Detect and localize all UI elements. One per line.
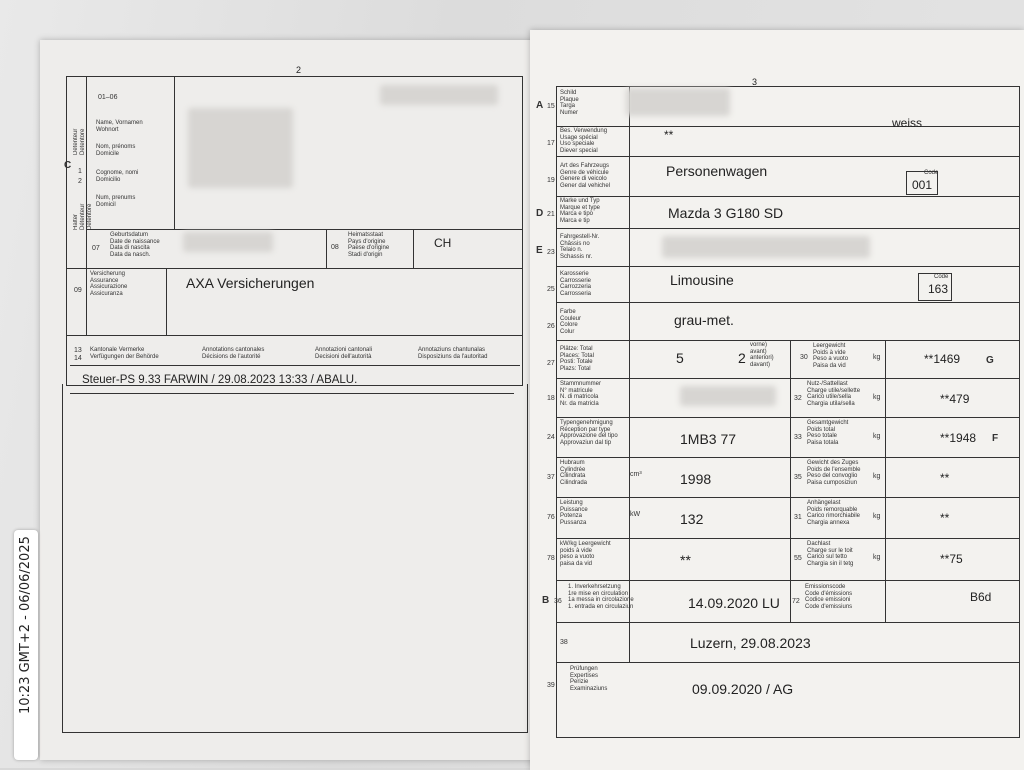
pair-code-right: 31 xyxy=(794,514,802,521)
notes-label-de: Kantonale Vermerke Verfügungen der Behörde xyxy=(90,347,159,360)
seats-total: 5 xyxy=(676,350,684,366)
plate-labels: Schild Plaque Targa Numer xyxy=(560,90,579,116)
steuer-line: Steuer-PS 9.33 FARWIN / 29.08.2023 13:33 / ABALU. xyxy=(82,374,358,386)
empty-weight-labels: Leergewicht Poids à vide Peso a vuoto Paisa da vid xyxy=(813,343,849,369)
pair-labels-left: Hubraum Cylindrée Cilindrata Cilindrada xyxy=(560,460,588,486)
seats-front-labels: vorne) avant) anteriori) davant) xyxy=(750,342,774,368)
origin-value: CH xyxy=(434,236,452,250)
pair-unit-right: kg xyxy=(873,473,881,480)
notes-label-it: Annotazioni cantonali Decisioni dell'autorità xyxy=(315,347,373,360)
pair-code-right: 32 xyxy=(794,395,802,402)
insurance-value: AXA Versicherungen xyxy=(186,275,315,291)
body-labels: Karosserie Carrosserie Carrozzeria Carrosseria xyxy=(560,271,592,297)
vehicle-kind-value: Personenwagen xyxy=(666,163,768,179)
vehicle-kind-labels: Art des Fahrzeugs Genre de véhicule Genere di veicolo Gener dal vehichel xyxy=(560,163,611,189)
insurance-labels: Versicherung Assurance Assicurazione Assicuranza xyxy=(90,271,128,297)
place-date-value: Luzern, 29.08.2023 xyxy=(690,635,811,651)
page-number: 3 xyxy=(752,77,758,87)
pair-value-left: 1998 xyxy=(680,471,712,487)
left-page xyxy=(40,40,545,760)
name-labels-fr: Nom, prénoms Domicile xyxy=(96,144,136,157)
notes-label-rm: Annotaziuns chantunalas Disposiziuns da l'autoritad xyxy=(418,347,488,360)
pair-unit-right: kg xyxy=(873,433,881,440)
pair-value-left: 132 xyxy=(680,511,704,527)
code-2: 2 xyxy=(78,178,82,185)
code-label: Code xyxy=(924,170,939,176)
right-page xyxy=(530,30,1024,770)
timestamp-overlay xyxy=(14,530,38,760)
holder-vertical-label: Halter Détenteur Detentore xyxy=(73,203,93,230)
code-14: 14 xyxy=(74,355,82,362)
code-27: 27 xyxy=(547,360,555,367)
exam-labels: Prüfungen Expertises Perizie Examinaziuns xyxy=(570,666,608,692)
body-value: Limousine xyxy=(670,272,734,288)
pair-labels-right: Gewicht des Zuges Poids de l'ensemble Peso del convoglio Paisa cumposiziun xyxy=(807,460,861,486)
redacted-name xyxy=(188,108,293,188)
holder-vertical-label-2: Détenteur Detentore xyxy=(73,128,86,155)
notes-label-fr: Annotations cantonales Décisions de l'autorité xyxy=(202,347,265,360)
code-26: 26 xyxy=(547,323,555,330)
section-letter-c: C xyxy=(64,160,72,171)
pair-code-right: 55 xyxy=(794,555,802,562)
redacted-birthdate xyxy=(183,232,273,252)
page-number: 2 xyxy=(296,65,302,75)
name-labels-rm: Num, prenums Domicil xyxy=(96,195,136,208)
code-39: 39 xyxy=(547,682,555,689)
code-30: 30 xyxy=(800,354,808,361)
vehicle-kind-code: 001 xyxy=(912,178,933,192)
pair-code-left: 78 xyxy=(547,555,555,562)
pair-labels-left: kW/kg Leergewicht poids à vide peso a vuoto paisa da vid xyxy=(560,541,611,567)
code-17: 17 xyxy=(547,140,555,147)
pair-unit-right: kg xyxy=(873,513,881,520)
pair-unit-right: kg xyxy=(873,554,881,561)
code-38: 38 xyxy=(560,639,568,646)
pair-value-left: ** xyxy=(680,552,691,568)
code-25: 25 xyxy=(547,286,555,293)
empty-weight-value: **1469 xyxy=(924,352,961,366)
plate-color-value: weiss xyxy=(892,116,923,130)
pair-code-right: 35 xyxy=(794,474,802,481)
code-72: 72 xyxy=(792,598,800,605)
code-15: 15 xyxy=(547,103,555,110)
code-08: 08 xyxy=(331,244,339,251)
pair-labels-left: Stammnummer N° matricule N. di matricola Nr. da matricla xyxy=(560,381,602,407)
emission-value: B6d xyxy=(970,590,992,604)
pair-value-right: **1948 xyxy=(940,431,977,445)
pair-labels-left: Leistung Puissance Potenza Pussanza xyxy=(560,500,588,526)
section-letter-b: B xyxy=(542,595,550,606)
section-letter-d: D xyxy=(536,208,544,219)
pair-labels-left: Typengenehmigung Réception par type Approvazione del tipo Approvaziun dal tip xyxy=(560,420,618,446)
color-labels: Farbe Couleur Colore Colur xyxy=(560,309,582,335)
pair-unit-left: cm³ xyxy=(630,471,642,478)
birth-labels: Geburtsdatum Date de naissance Data di nascita Data da nasch. xyxy=(110,232,160,258)
notes-area xyxy=(62,384,528,733)
empty-weight-unit: kg xyxy=(873,354,881,361)
pair-labels-right: Gesamtgewicht Poids total Peso totale Paisa totala xyxy=(807,420,849,446)
make-type-labels: Marke und Typ Marque et type Marca e tipo Marca e tip xyxy=(560,198,601,224)
seats-front: 2 xyxy=(738,350,746,366)
pair-code-left: 76 xyxy=(547,514,555,521)
pair-code-left: 24 xyxy=(547,434,555,441)
seats-labels: Plätze: Total Places: Total Posti: Totale Plazs: Total xyxy=(560,346,594,372)
pair-code-left: 18 xyxy=(547,395,555,402)
name-labels-de: Name, Vornamen Wohnort xyxy=(96,120,143,133)
code-01: 01–06 xyxy=(98,94,118,101)
special-use-labels: Bes. Verwendung Usage spécial Uso speciale Diever special xyxy=(560,128,608,154)
pair-value-right: ** xyxy=(940,511,950,525)
color-value: grau-met. xyxy=(674,312,734,328)
code-21: 21 xyxy=(547,211,555,218)
chassis-labels: Fahrgestell-Nr. Châssis no Telaio n. Schassis nr. xyxy=(560,234,600,260)
special-use-value: ** xyxy=(664,128,674,142)
section-letter-a: A xyxy=(536,100,544,111)
pair-unit-right: kg xyxy=(873,394,881,401)
pair-unit-left: kW xyxy=(630,511,641,518)
code-09: 09 xyxy=(74,287,82,294)
redacted-chassis xyxy=(662,236,870,258)
origin-labels: Heimatsstaat Pays d'origine Paese d'origine Stadi d'origin xyxy=(348,232,390,258)
pair-code-right: 33 xyxy=(794,434,802,441)
pair-value-right: ** xyxy=(940,471,950,485)
pair-labels-right: Dachlast Charge sur le toit Carico sul tetto Chargia sin il tetg xyxy=(807,541,854,567)
exam-value: 09.09.2020 / AG xyxy=(692,681,794,697)
section-letter-e: E xyxy=(536,245,543,256)
pair-code-left: 37 xyxy=(547,474,555,481)
code-13: 13 xyxy=(74,347,82,354)
make-type-value: Mazda 3 G180 SD xyxy=(668,205,784,221)
code-19: 19 xyxy=(547,177,555,184)
side-letter-g: G xyxy=(986,355,994,366)
code-36: 36 xyxy=(554,598,562,605)
code-23: 23 xyxy=(547,249,555,256)
pair-value-left: 1MB3 77 xyxy=(680,431,737,447)
name-labels-it: Cognome, nomi Domicilio xyxy=(96,170,139,183)
code-label-2: Code xyxy=(934,274,949,280)
redacted-top xyxy=(380,85,498,105)
body-code: 163 xyxy=(928,282,949,296)
emission-labels: Emissionscode Code d'émissions Codice emissioni Code d'emissiuns xyxy=(805,584,853,610)
pair-labels-right: Anhängelast Poids remorquable Carico rimorchiabile Chargia annexa xyxy=(807,500,861,526)
pair-labels-right: Nutz-/Sattellast Charge utile/sellette Carico utile/sella Chargia utila/sella xyxy=(807,381,861,407)
side-letter: F xyxy=(992,433,999,444)
first-reg-labels: 1. Inverkehrsetzung 1re mise en circulation 1a messa in circolazione 1. entrada en circulaziun xyxy=(568,584,634,610)
pair-value-right: **479 xyxy=(940,392,970,406)
code-1: 1 xyxy=(78,168,82,175)
first-reg-value: 14.09.2020 LU xyxy=(688,595,780,611)
pair-value-right: **75 xyxy=(940,552,963,566)
redacted-plate xyxy=(626,88,730,116)
code-07: 07 xyxy=(92,245,100,252)
timestamp-text: 10:23 GMT+2 - 06/06/2025 xyxy=(18,536,33,714)
redacted-registration-no xyxy=(680,386,776,406)
